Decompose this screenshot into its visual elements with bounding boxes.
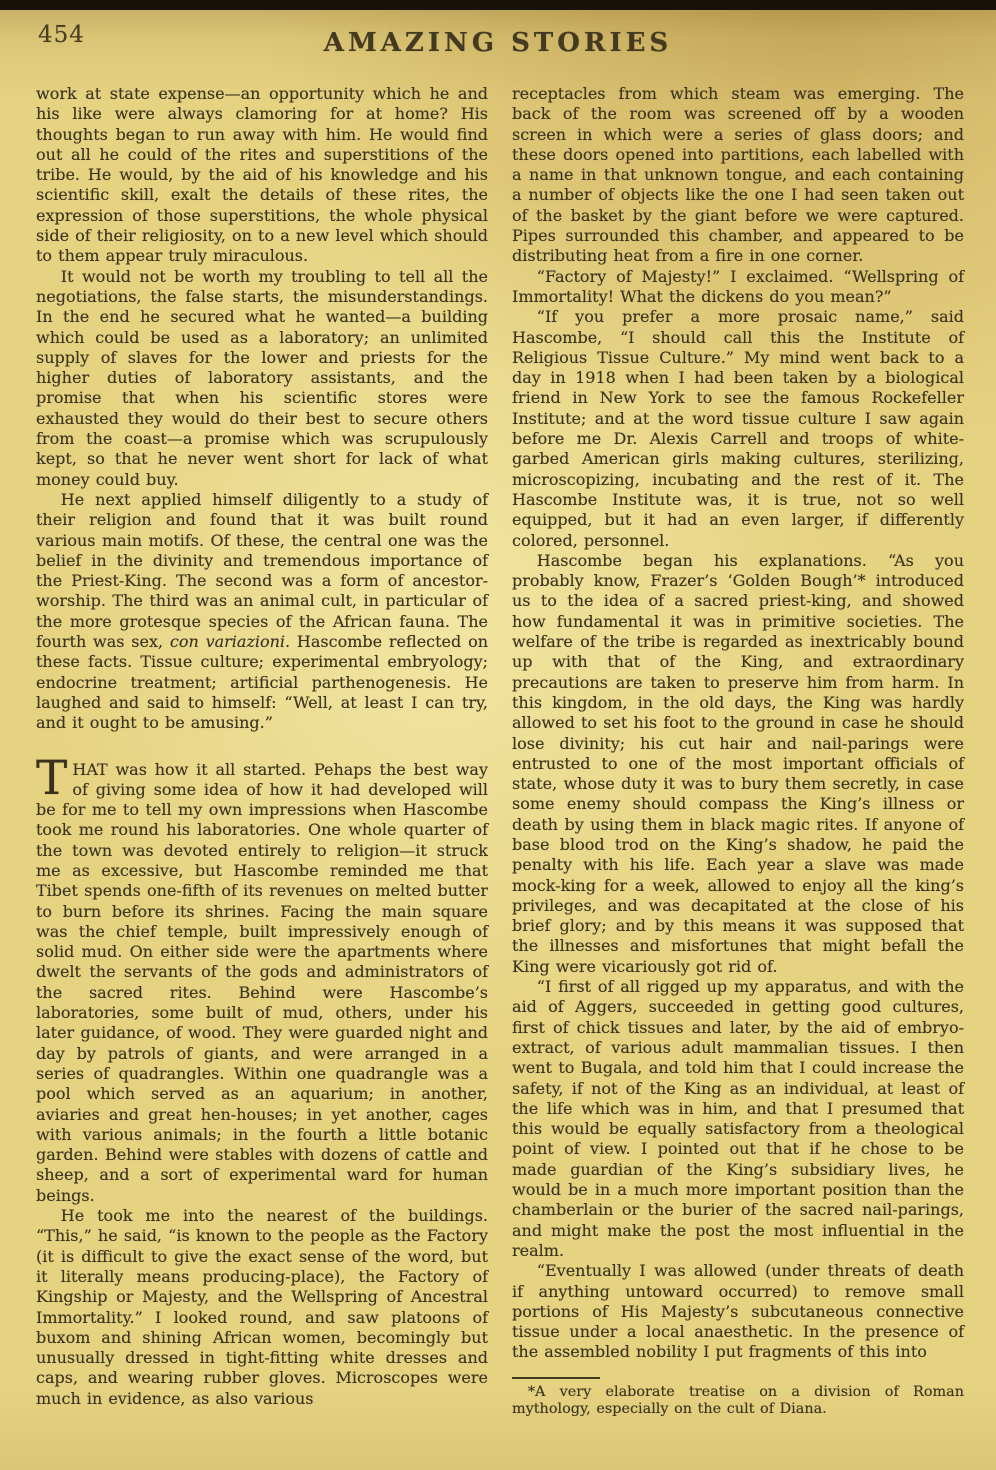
paragraph: “Factory of Majesty!” I exclaimed. “Wellspring of Immortality! What the dickens do you mean?” [512, 266, 964, 306]
paragraph-text: He next applied himself diligently to a study of their religion and found that it was built round various main motifs. Of these, the central one was the belief in the divinity and tremendous importance of the Priest-King. The second was a form of ancestor-worship. The third was an animal cult, in particular of the more grotesque species of the African fauna. The fourth was sex, [36, 489, 488, 652]
footnote [512, 1377, 964, 1419]
paragraph-text: Hascombe reflected on these facts. Tissue culture; experimental embryology; endocrine treatment; artificial parthenogenesis. He laughed and said to himself: “Well, at least I can try, and it ought to be amusing.” [36, 632, 489, 733]
paragraph: “If you prefer a more prosaic name,” said Hascombe, “I should call this the Institute of Religious Tissue Culture.” My mind went back to a day in 1918 when I had been taken by a biological friend in New York to see the famous Rockefeller Institute; and at the word tissue culture I saw again before me Dr. Alexis Carrell and troops of white-garbed American girls making cultures, sterilizing, microscopizing, incubating and the rest of it. The Hascombe Institute was, it is true, not so well equipped, but it had an even larger, if differently colored, personnel. [512, 307, 964, 550]
footnote-rule [512, 1377, 600, 1379]
drop-cap-letter: T [36, 750, 68, 806]
paragraph: “I first of all rigged up my apparatus, and with the aid of Aggers, succeeded in getting good cultures, first of chick tissues and later, by the aid of embryo-extract, of various adult mammalian tissues. I then went to Bugala, and told him that I could increase the safety, if not of the King as an individual, at least of the life which was in him, and that I presumed that this would be equally satisfactory from a theological point of view. I pointed out that if he chose to be made guardian of the King’s subsidiary lives, he would be in a much more important position than the chamberlain or the burier of the sacred nail-parings, and might make the post the most influential in the realm. [512, 977, 964, 1260]
left-column [36, 84, 488, 1419]
paragraph: work at state expense—an opportunity which he and his like were always clamoring for at home? His thoughts began to run away with him. He would find out all he could of the rites and superstitions of the tribe. He would, by the aid of his knowledge and his scientific skill, exalt the details of these rites, the expression of those superstitions, the whole physical side of their religiosity, on to a new level which should to them appear truly miraculous. [36, 84, 488, 266]
italic-phrase: con variazioni. [169, 632, 291, 652]
page-number: 454 [38, 22, 85, 48]
running-head [0, 0, 996, 72]
right-column [512, 84, 964, 1419]
paragraph: It would not be worth my troubling to tell all the negotiations, the false starts, the misunderstandings. In the end he secured what he wanted—a building which could be used as a laboratory; an unlimited supply of slaves for the lower and priests for the higher duties of laboratory assistants, and the promise that when his scientific stores were exhausted they would do their best to secure others from the coast—a promise which was scrupulously kept, so that he never went short for lack of what money could buy. [36, 266, 488, 489]
paragraph: He took me into the nearest of the buildings. “This,” he said, “is known to the people as the Factory (it is difficult to give the exact sense of the word, but it literally means producing-place), the Factory of Kingship or Majesty, and the Wellspring of Ancestral Immortality.” I looked round, and saw platoons of buxom and shining African women, becomingly but unusually dressed in tight-fitting white dresses and caps, and wearing rubber gloves. Microscopes were much in evidence, as also various [36, 1206, 488, 1408]
paragraph [36, 490, 488, 734]
paragraph: “Eventually I was allowed (under threats of death if anything untoward occurred) to remove small portions of His Majesty’s subcutaneous connective tissue under a local anaesthetic. In the presence of the assembled nobility I put fragments of this into [512, 1261, 964, 1362]
lead-caps: HAT [72, 759, 108, 779]
paragraph-text: was how it all started. Pehaps the best way of giving some idea of how it had developed will be for me to tell my own impressions when Hascombe took me round his laboratories. One whole quarter of the town was devoted entirely to religion—it struck me as excessive, but Hascombe reminded me that Tibet spends one-fifth of its revenues on melted butter to burn before its shrines. Facing the main square was the chief temple, built impressively enough of solid mud. On either side were the apartments where dwelt the servants of the gods and administrators of the sacred rites. Behind were Hascombe’s laboratories, some built of mud, others, under his later guidance, of wood. They were guarded night and day by patrols of giants, and were arranged in a series of quadrangles. Within one quadrangle was a pool which served as an aquarium; in another, aviaries and great hen-houses; in yet another, cages with various animals; in the fourth a little botanic garden. Behind were stables with dozens of cattle and sheep, and a sort of experimental ward for human beings. [36, 759, 488, 1205]
paragraph-with-dropcap [36, 750, 488, 1207]
footnote-text: *A very elaborate treatise on a division of Roman mythology, especially on the cult of Diana. [512, 1383, 964, 1418]
magazine-title: AMAZING STORIES [323, 28, 673, 58]
paragraph: Hascombe began his explanations. “As you probably know, Frazer’s ‘Golden Bough’* introduced us to the idea of a sacred priest-king, and showed how fundamental it was in primitive societies. The welfare of the tribe is regarded as inextricably bound up with that of the King, and extraordinary precautions are taken to preserve him from harm. In this kingdom, in the old days, the King was hardly allowed to set his foot to the ground in case he should lose divinity; his cut hair and nail-parings were entrusted to one of the most important officials of state, whose duty it was to bury them secretly, in case some enemy should compass the King’s illness or death by using them in black magic rites. If anyone of base blood trod on the King’s shadow, he paid the penalty with his life. Each year a slave was made mock-king for a week, allowed to enjoy all the king’s privileges, and was decapitated at the close of his brief glory; and by this means it was supposed that the illnesses and misfortunes that might befall the King were vicariously got rid of. [512, 550, 964, 976]
text-columns [0, 72, 996, 1419]
paragraph: receptacles from which steam was emerging. The back of the room was screened off by a wooden screen in which were a series of glass doors; and these doors opened into partitions, each labelled with a name in that unknown tongue, and each containing a number of objects like the one I had seen taken out of the basket by the giant before we were captured. Pipes surrounded this chamber, and appeared to be distributing heat from a fire in one corner. [512, 84, 964, 266]
